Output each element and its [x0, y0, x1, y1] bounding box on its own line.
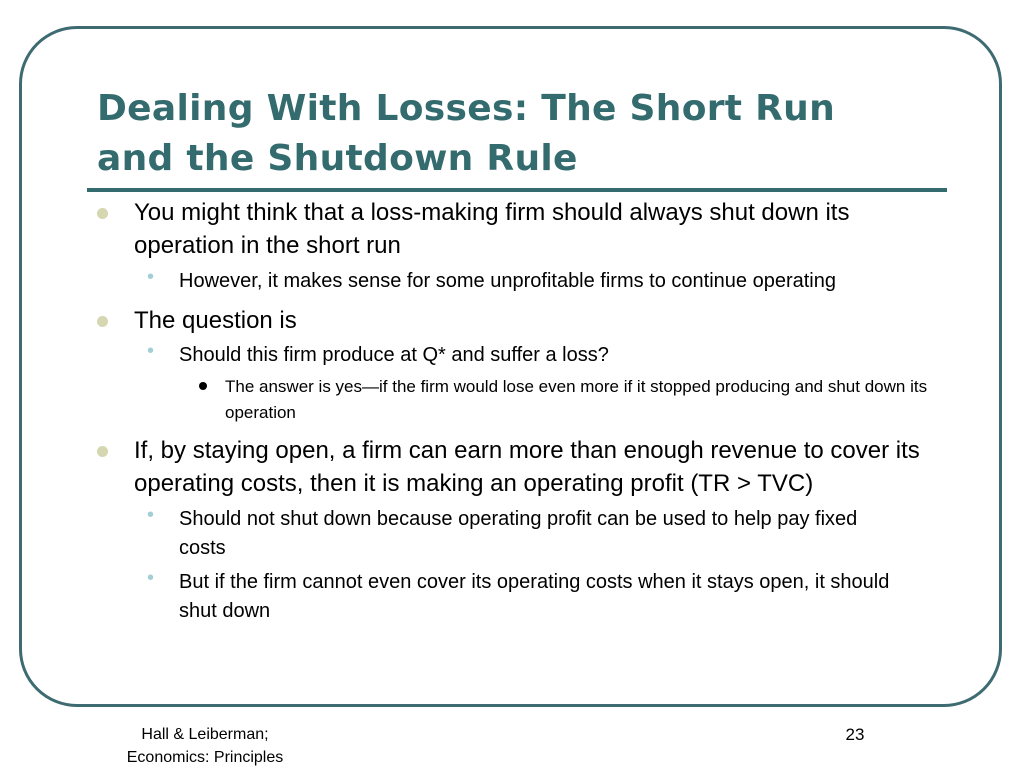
round-bullet-icon [97, 446, 108, 457]
page-number: 23 [845, 725, 865, 744]
slide-title [97, 84, 947, 184]
bullet-list [0, 196, 1024, 626]
small-round-bullet-icon: • [147, 567, 155, 589]
list-item [147, 567, 909, 626]
bullet-text: However, it makes sense for some unprofitable firms to continue operating [179, 270, 836, 292]
title-line-1: Dealing With Losses: The Short Run [97, 88, 836, 129]
black-dot-bullet-icon [199, 382, 207, 390]
title-divider [87, 188, 947, 192]
bullet-text: The question is [134, 307, 297, 334]
list-item [134, 434, 934, 500]
bullet-text: Should not shut down because operating profit can be used to help pay fixed costs [179, 508, 858, 559]
footer-source [80, 723, 330, 768]
footer-source-line-1: Hall & Leiberman; [141, 726, 269, 743]
list-item [147, 266, 909, 296]
small-round-bullet-icon: • [147, 266, 155, 288]
round-bullet-icon [97, 208, 108, 219]
bullet-text: Should this firm produce at Q* and suffer a loss? [179, 344, 609, 366]
small-round-bullet-icon: • [147, 340, 155, 362]
bullet-text: But if the firm cannot even cover its operating costs when it stays open, it should shut down [179, 571, 890, 622]
bullet-text: The answer is yes—if the firm would lose even more if it stopped producing and shut down its operation [225, 377, 928, 422]
footer-source-line-2: Economics: Principles [126, 749, 284, 766]
list-item [134, 304, 934, 337]
list-item [147, 340, 909, 370]
list-item [134, 196, 934, 262]
bullet-text: You might think that a loss-making firm should always shut down its operation in the short run [134, 199, 850, 259]
list-item [147, 504, 909, 563]
bullet-text: If, by staying open, a firm can earn more than enough revenue to cover its operating costs, then it is making an operating profit (TR > TVC) [134, 437, 920, 497]
title-line-2: and the Shutdown Rule [97, 138, 578, 179]
list-item [225, 374, 945, 426]
small-round-bullet-icon: • [147, 504, 155, 526]
round-bullet-icon [97, 316, 108, 327]
